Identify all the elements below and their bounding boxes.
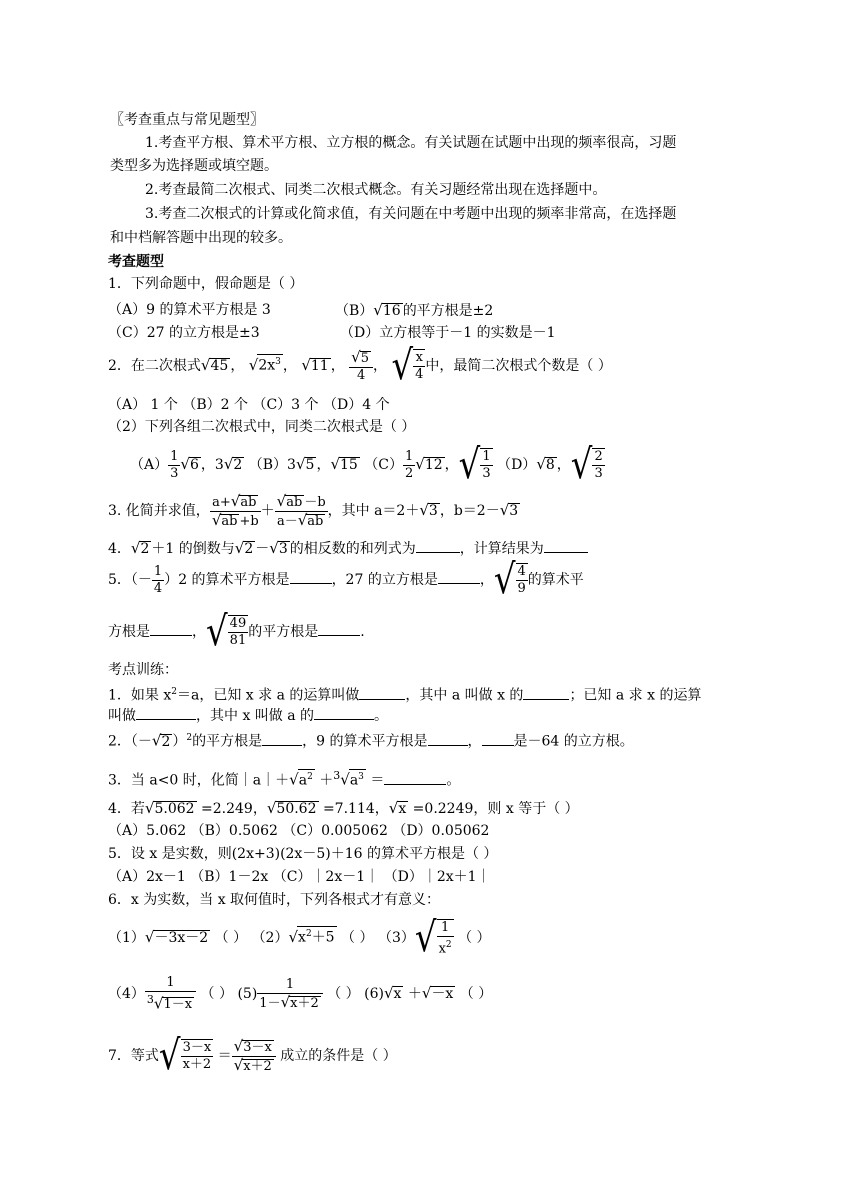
t4-options: （A）5.062 （B）0.5062 （C）0.005062 （D）0.05062	[108, 823, 490, 839]
q5-line2: 方根是 ，√ $\frac{49}{81}$ 的平方根是 .	[108, 608, 365, 656]
intro-p2: 2.考查最简二次根式、同类二次根式概念。有关习题经常出现在选择题中。	[145, 182, 607, 198]
t1-line2: 叫做 ，其中 x 叫做 a 的 。	[108, 708, 389, 724]
q1-stem: 1．下列命题中，假命题是（ ）	[108, 276, 304, 292]
q2-sub-options: （A） $\frac{1}{3}$ √6 ，3√2 （B）3√5 ，√15 （C） $\frac{1}{2}$ √12 ，√ $\frac{1}{3}$ （D）√8 ，√ $\frac{2}{3}$	[130, 441, 603, 489]
q2-options: （A） 1 个 （B）2 个 （C）3 个 （D）4 个	[108, 397, 390, 413]
t3: 3．当 a<0 时，化简$|a|+√a^2 +^3√a^3$ ＝ 。	[108, 769, 461, 789]
q5-line1: 5．（－ $\frac{1}{4}$ ）2 的算术平方根是 ，27 的立方根是 ，√ $\frac{4}{9}$ 的算术平	[108, 556, 584, 604]
intro-title: 〖考查重点与常见题型〗	[110, 112, 264, 128]
section-title-training: 考点训练：	[108, 662, 178, 678]
q1-option-c: （C）27 的立方根是±3	[108, 325, 260, 341]
intro-p3a: 3.考查二次根式的计算或化简求值，有关问题在中考题中出现的频率非常高，在选择题	[145, 206, 677, 222]
t6-stem: 6．x 为实数，当 x 取何值时，下列各根式才有意义：	[108, 892, 441, 908]
q2-stem: 2．在二次根式√45 ， $√2x^3$ ， √11 ， $\frac{√5}{4}$ ， √ $\frac{x}{4}$ 中，最简二次根式个数是（ ）	[108, 342, 612, 390]
intro-p1a: 1.考查平方根、算术平方根、立方根的概念。有关试题在试题中出现的频率很高，习题	[145, 135, 677, 151]
q2-sub-stem: （2）下列各组二次根式中，同类二次根式是（ ）	[108, 419, 416, 435]
q4: 4．√2 ＋1 的倒数与√2 －√3 的相反数的和列式为 ，计算结果为	[108, 540, 588, 557]
section-title-question-types: 考查题型	[108, 254, 164, 270]
t5-options: （A）2x－1 （B）1－2x （C）｜2x－1｜ （D）｜2x＋1｜	[108, 869, 491, 885]
q1-option-a: （A）9 的算术平方根是 3	[108, 302, 271, 318]
q1-option-d: （D）立方根等于－1 的实数是－1	[340, 325, 556, 341]
t6-row2: （4） $\frac{1}{^3√1-x}$ （ ） (5) $\frac{1}{1-√x+2}$ （ ） (6)√x ＋√－x （ ）	[108, 974, 493, 1013]
intro-p1b: 类型多为选择题或填空题。	[110, 158, 278, 174]
q1-option-b: （B）√16 的平方根是±2	[335, 301, 494, 319]
q3: 3. 化简并求值， $\frac{a+√ab}{√ab +b}$ ＋ $\frac{√ab -b}{a-√ab}$ ，其中 a＝2＋√3 ，b＝2－√3	[108, 491, 519, 529]
t7: 7．等式√ $\frac{3-x}{x+2}$ ＝ $\frac{√3-x}{√x+2}$ 成立的条件是（ ）	[108, 1032, 397, 1080]
t6-row1: （1）√－3x－2 （ ） $(2)√x^2+5$ （ ） （3）√ $\frac{1}{x^2}$ （ ）	[108, 914, 491, 962]
t2: 2．（－√2 ）$^2$的平方根是 ，9 的算术平方根是 ， 是－64 的立方根。	[108, 731, 634, 750]
t5-stem: 5．设 x 是实数，则(2x+3)(2x－5)＋16 的算术平方根是（ ）	[108, 846, 498, 862]
intro-p3b: 和中档解答题中出现的较多。	[110, 230, 292, 246]
t4-stem: 4．若√5.062 =2.249，√50.62 =7.114，√x =0.2249，则 x 等于（ ）	[108, 799, 579, 817]
t1-line1: 1．如果 $x^2=a$，已知 x 求 a 的运算叫做 ，其中 a 叫做 x 的 ；已知 a 求 x 的运算	[108, 687, 702, 704]
